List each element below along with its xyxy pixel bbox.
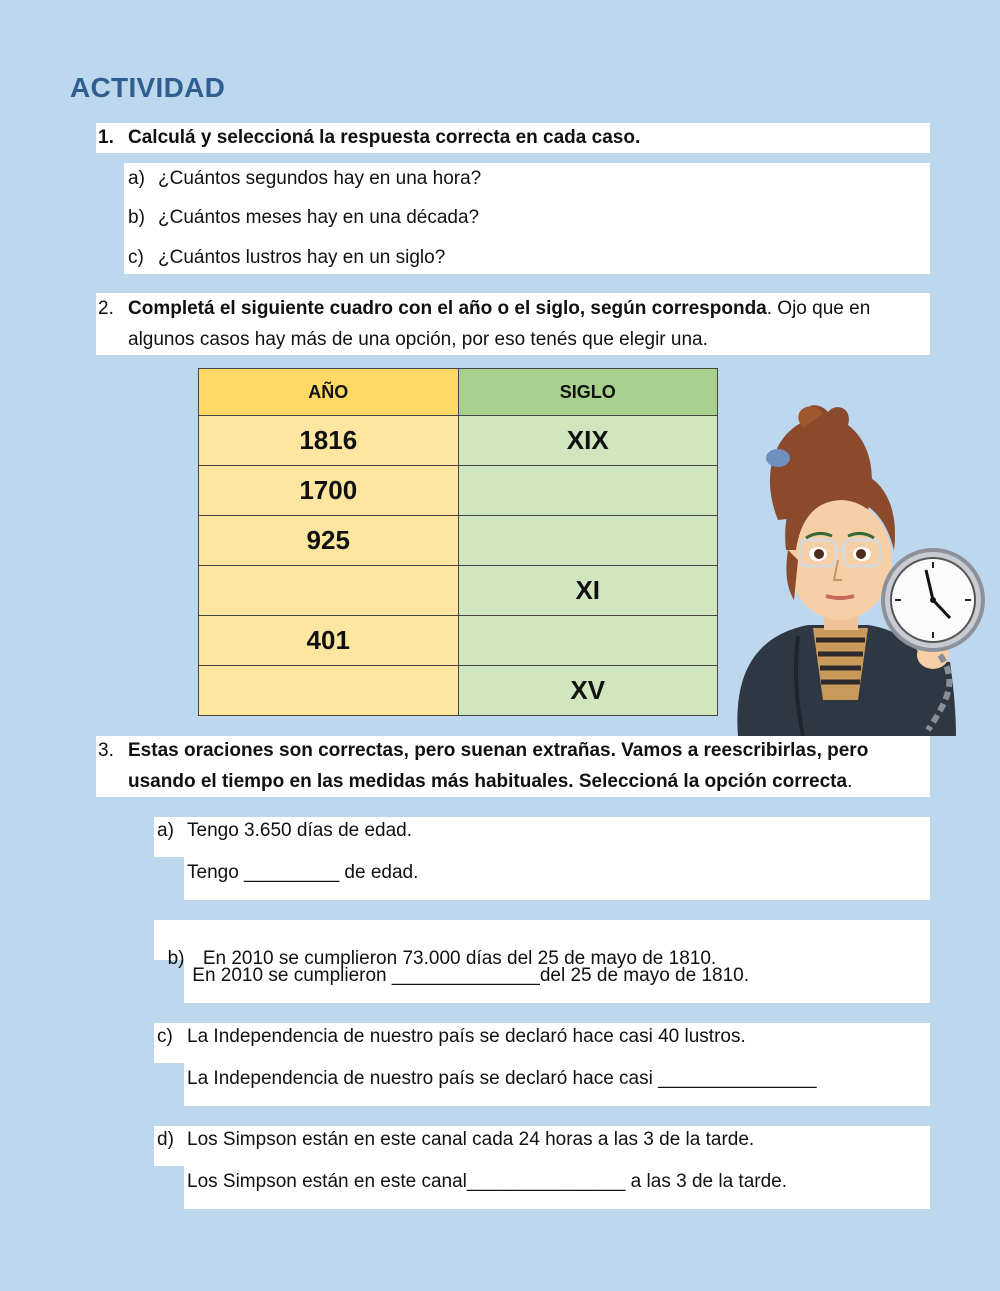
teacher-with-watch-illustration <box>718 400 988 736</box>
table-row <box>199 616 718 666</box>
table-header-row <box>199 369 718 416</box>
q1-item-b[interactable] <box>128 206 479 230</box>
century-cell[interactable]: XI <box>458 566 718 616</box>
q1-item-a-letter: a) <box>128 168 145 189</box>
table-row <box>199 466 718 516</box>
q3-item-c-text: La Independencia de nuestro país se declaró hace casi 40 lustros. <box>187 1026 746 1047</box>
q3-item-a[interactable] <box>157 819 412 843</box>
q3-item-c-rewrite[interactable]: La Independencia de nuestro país se declaró hace casi _______________ <box>187 1068 817 1089</box>
q3-prompt-line1 <box>98 739 868 763</box>
q3-prompt-line2-text: usando el tiempo en las medidas más habituales. Seleccioná la opción correcta <box>128 771 848 792</box>
q3-item-c-letter: c) <box>157 1026 173 1047</box>
q3-item-b-letter: b) <box>167 948 185 969</box>
year-header: AÑO <box>199 369 459 416</box>
q3-item-d[interactable] <box>157 1128 754 1152</box>
q2-number: 2. <box>98 298 114 319</box>
q1-item-c-letter: c) <box>128 247 144 268</box>
q3-prompt-line2 <box>128 770 852 794</box>
century-cell[interactable]: XV <box>458 666 718 716</box>
q2-prompt-rest: . Ojo que en <box>766 298 871 319</box>
year-cell[interactable] <box>199 566 459 616</box>
q1-item-b-text: ¿Cuántos meses hay en una década? <box>158 207 480 228</box>
q3-item-d-letter: d) <box>157 1129 174 1150</box>
q3-item-c[interactable] <box>157 1025 746 1049</box>
year-cell[interactable]: 925 <box>199 516 459 566</box>
year-cell[interactable] <box>199 666 459 716</box>
q3-prompt-line1-text: Estas oraciones son correctas, pero suenan extrañas. Vamos a reescribirlas, pero <box>128 740 869 761</box>
century-cell[interactable] <box>458 466 718 516</box>
q1-item-c-text: ¿Cuántos lustros hay en un siglo? <box>158 247 446 268</box>
century-header: SIGLO <box>458 369 718 416</box>
q1-item-a[interactable] <box>128 167 481 191</box>
q1-item-c[interactable] <box>128 246 445 270</box>
q3-item-a-text: Tengo 3.650 días de edad. <box>187 820 413 841</box>
table-row <box>199 566 718 616</box>
q1-number: 1. <box>98 127 114 148</box>
q1-item-b-letter: b) <box>128 207 145 228</box>
q1-prompt-text: Calculá y seleccioná la respuesta correcta en cada caso. <box>128 127 641 148</box>
year-cell[interactable]: 401 <box>199 616 459 666</box>
q2-prompt-bold: Completá el siguiente cuadro con el año o el siglo, según corresponda <box>128 298 767 319</box>
q2-prompt-line1 <box>98 297 870 321</box>
year-cell[interactable]: 1816 <box>199 416 459 466</box>
q3-item-b-rewrite[interactable]: En 2010 se cumplieron ______________del 25 de mayo de 1810. <box>187 965 749 986</box>
q3-item-d-rewrite[interactable]: Los Simpson están en este canal_______________ a las 3 de la tarde. <box>187 1171 788 1192</box>
q1-prompt <box>98 126 640 150</box>
table-row <box>199 516 718 566</box>
century-cell[interactable] <box>458 516 718 566</box>
q2-prompt-line2: algunos casos hay más de una opción, por eso tenés que elegir una. <box>128 329 708 350</box>
q3-item-b-text: En 2010 se cumplieron 73.000 días del 25 de mayo de 1810. <box>197 948 717 969</box>
hair-tie-icon <box>766 449 790 467</box>
page-title: ACTIVIDAD <box>70 72 226 103</box>
table-row <box>199 666 718 716</box>
year-cell[interactable]: 1700 <box>199 466 459 516</box>
century-cell[interactable] <box>458 616 718 666</box>
year-century-table <box>198 368 718 716</box>
q1-item-a-text: ¿Cuántos segundos hay en una hora? <box>158 168 482 189</box>
century-cell[interactable]: XIX <box>458 416 718 466</box>
q3-item-d-text: Los Simpson están en este canal cada 24 horas a las 3 de la tarde. <box>187 1129 755 1150</box>
q3-item-a-rewrite[interactable]: Tengo _________ de edad. <box>187 862 419 883</box>
table-row <box>199 416 718 466</box>
q3-prompt-end: . <box>847 771 853 792</box>
q3-item-a-letter: a) <box>157 820 174 841</box>
q3-number: 3. <box>98 740 114 761</box>
